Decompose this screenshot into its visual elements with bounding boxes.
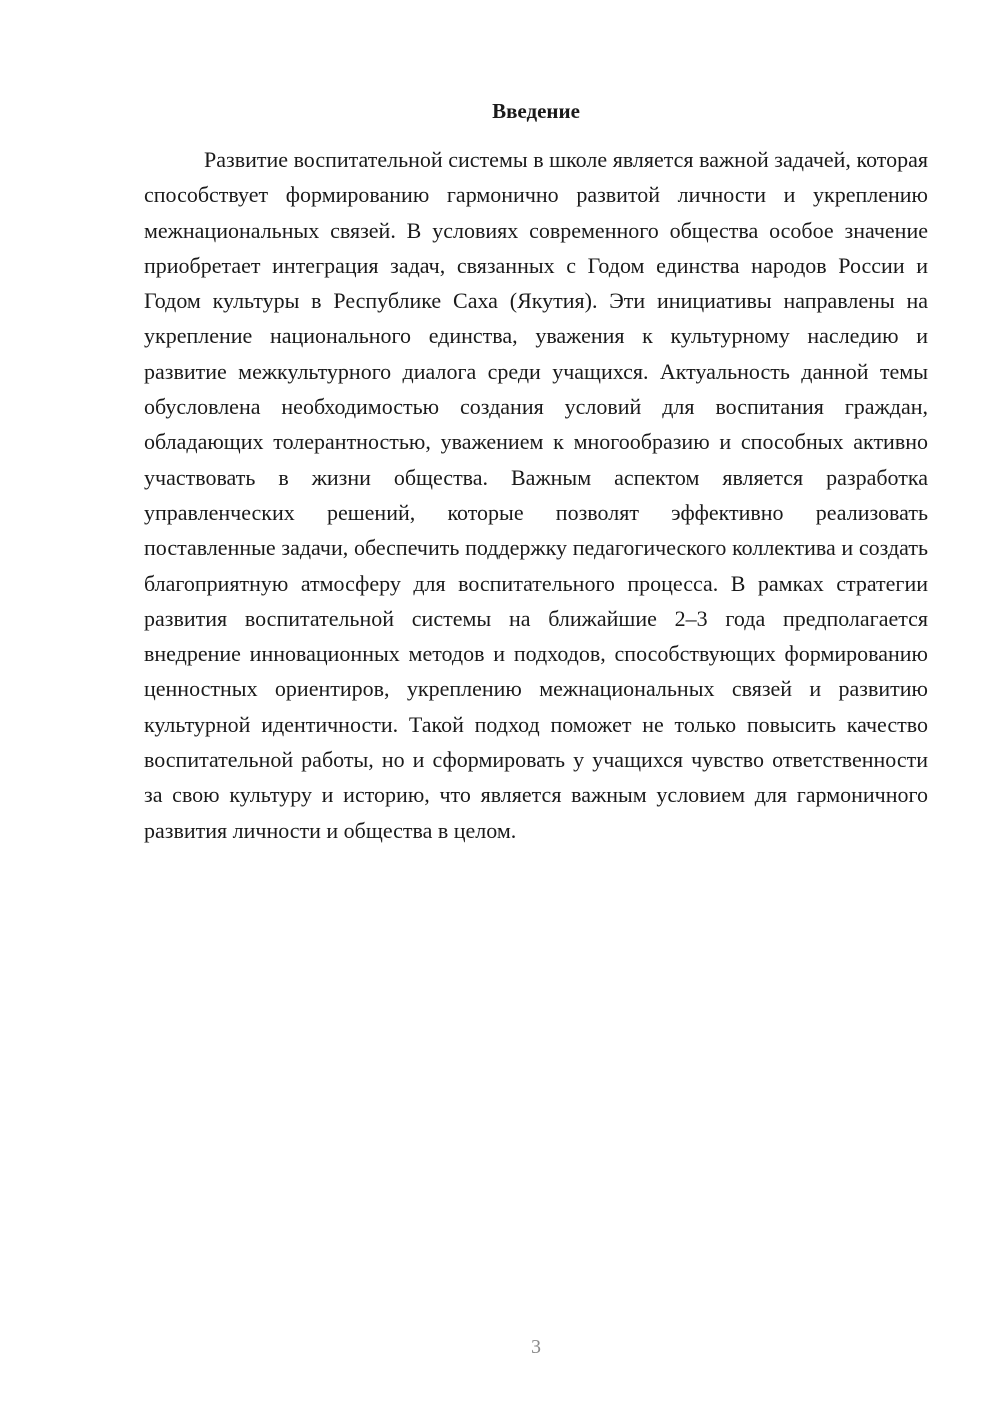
body-paragraph: Развитие воспитательной системы в школе является важной задачей, которая способствует формированию гармонично развитой личности и укреплению межнациональных связей. В условиях современного общества особое значение приобретает интеграция задач, связанных с Годом единства народов России и Годом культуры в Республике Саха (Якутия). Эти инициативы направлены на укрепление национального единства, уважения к культурному наследию и развитие межкультурного диалога среди учащихся. Актуальность данной темы обусловлена необходимостью создания условий для воспитания граждан, обладающих толерантностью, уважением к многообразию и способных активно участвовать в жизни общества. Важным аспектом является разработка управленческих решений, которые позволят эффективно реализовать поставленные задачи, обеспечить поддержку педагогического коллектива и создать благоприятную атмосферу для воспитательного процесса. В рамках стратегии развития воспитательной системы на ближайшие 2–3 года предполагается внедрение инновационных методов и подходов, способствующих формированию ценностных ориентиров, укреплению межнациональных связей и развитию культурной идентичности. Такой подход поможет не только повысить качество воспитательной работы, но и сформировать у учащихся чувство ответственности за свою культуру и историю, что является важным условием для гармоничного развития личности и общества в целом. xyxy=(144,147,928,843)
page-number: 3 xyxy=(531,1336,541,1358)
section-heading: Введение xyxy=(492,99,580,123)
